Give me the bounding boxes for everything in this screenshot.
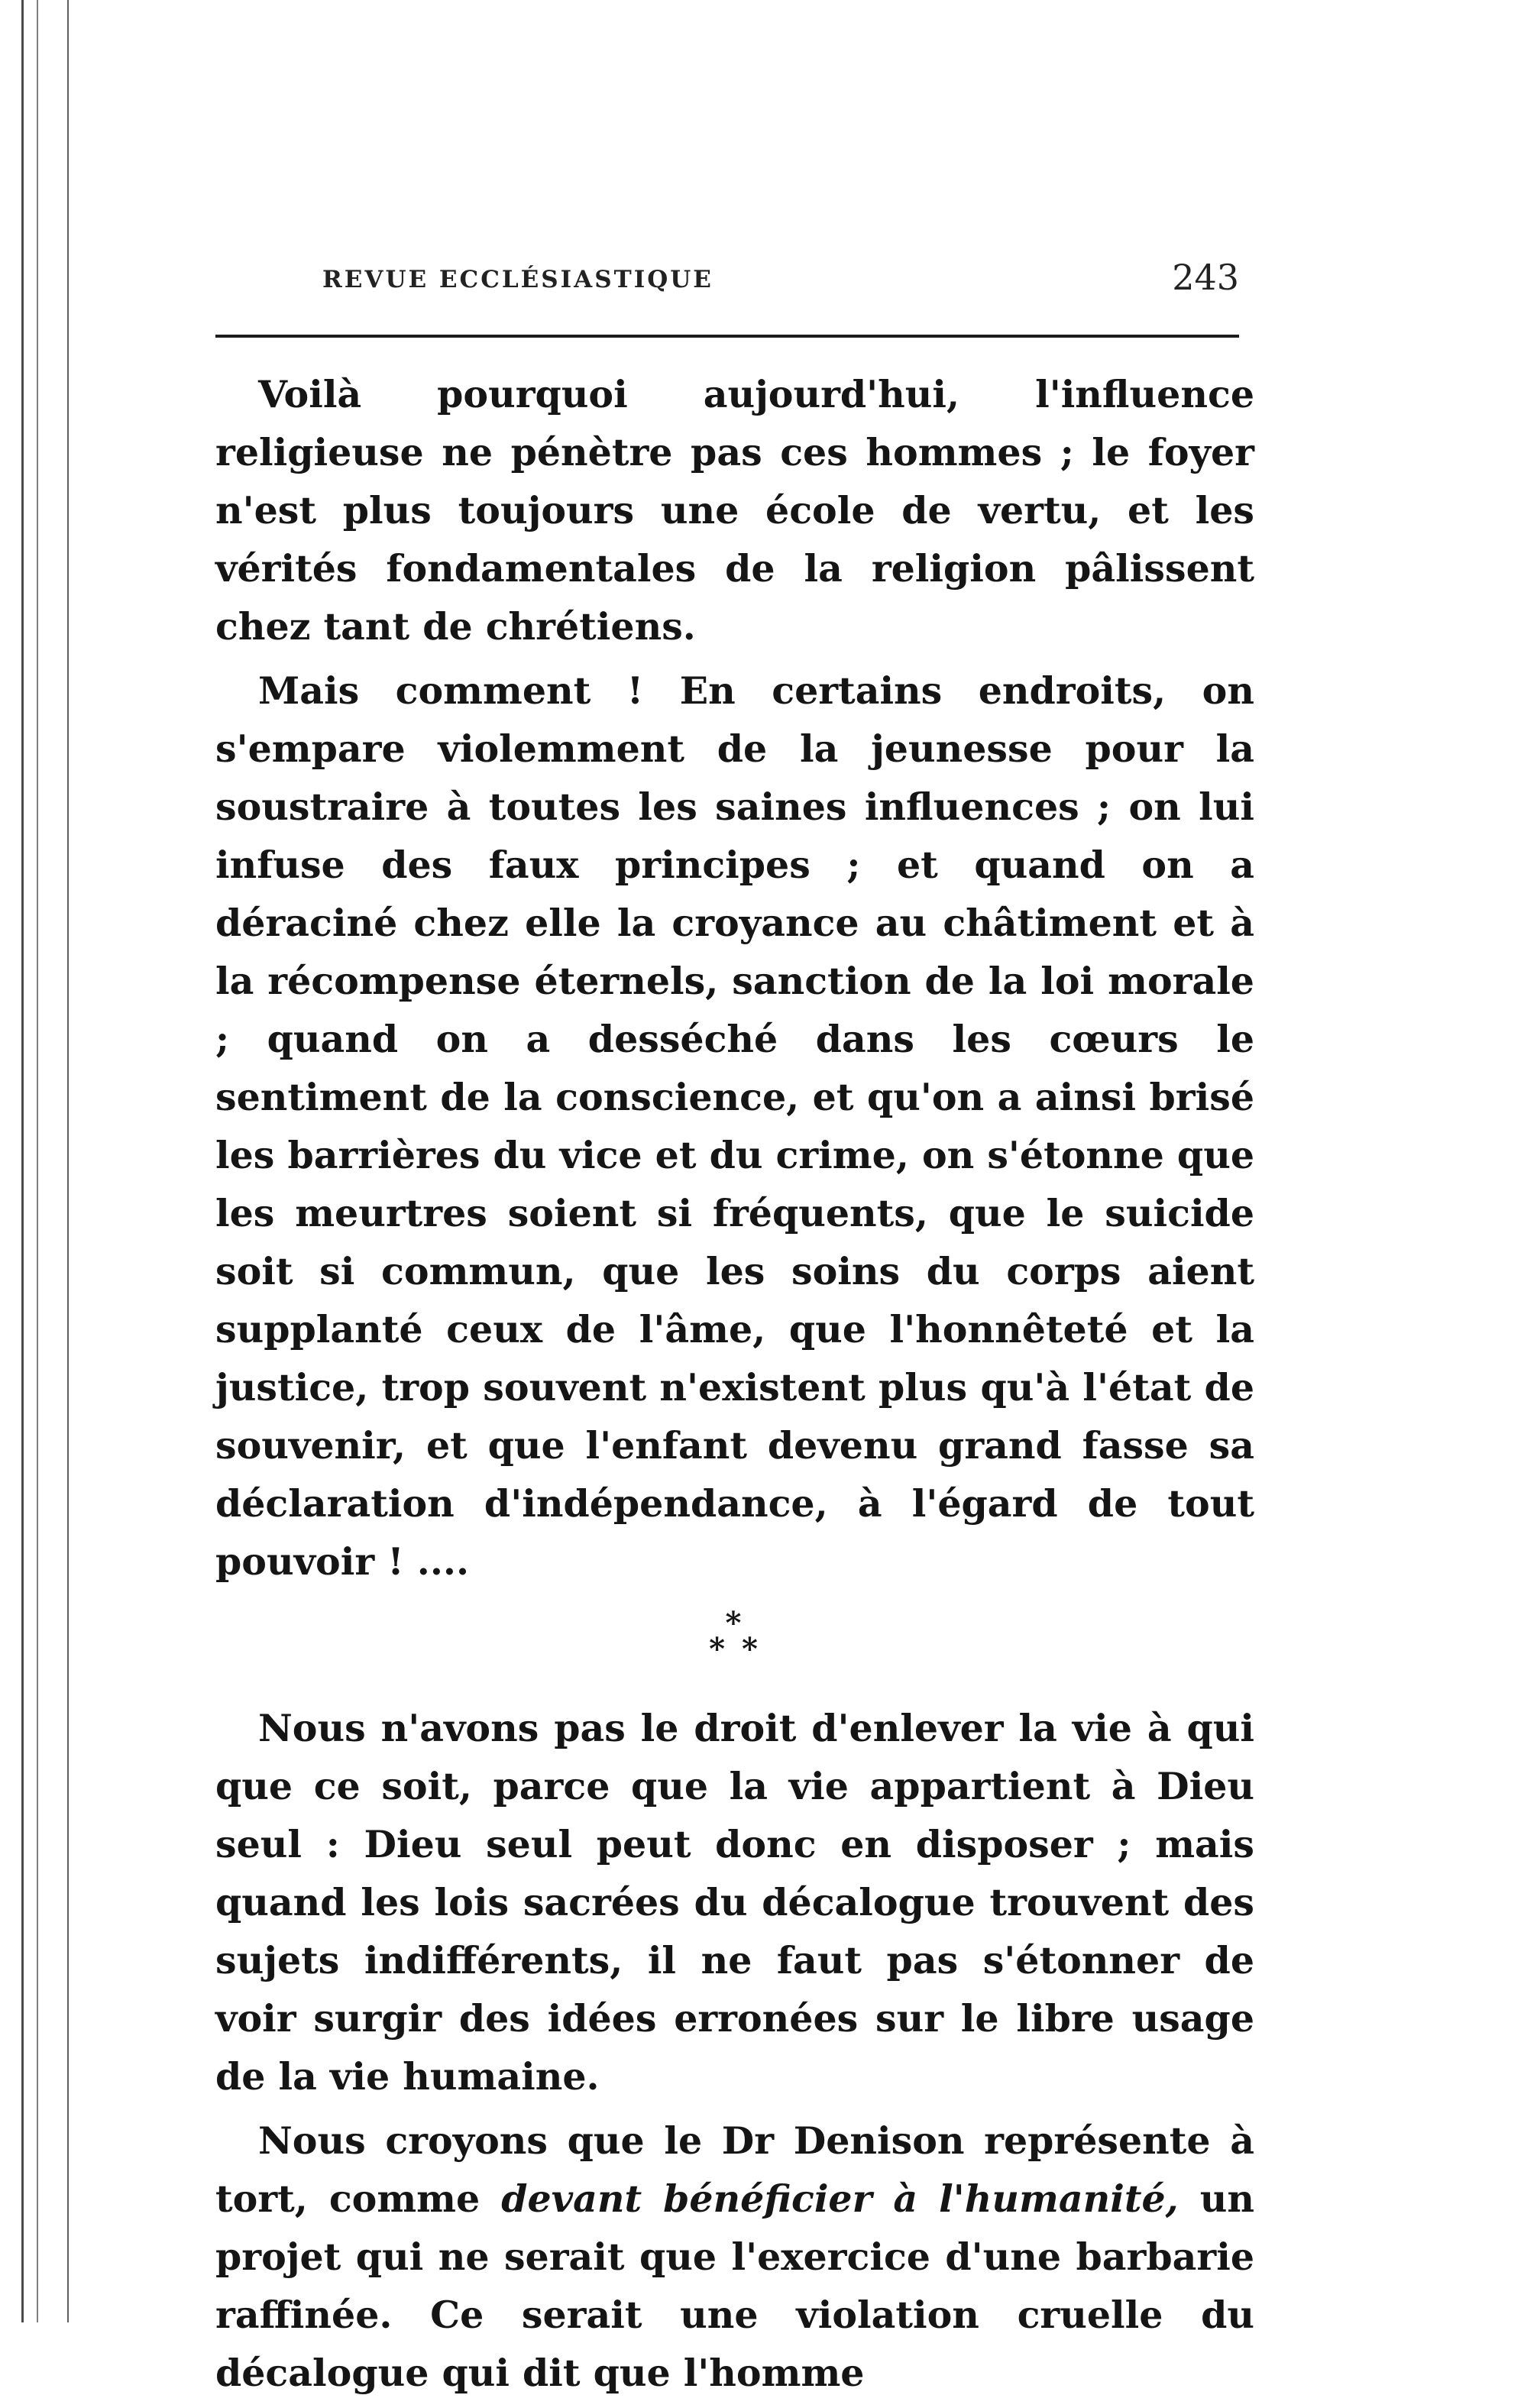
body-text bbox=[215, 365, 1254, 2408]
section-break-asterism bbox=[215, 1605, 1254, 1668]
asterism-bottom-stars: * * bbox=[709, 1631, 761, 1667]
paragraph-2: Mais comment ! En certains endroits, on s'empare violemment de la jeunesse pour la soustraire à toutes les saines influences ; on lui infuse des faux principes ; et quand on a déraciné chez elle la croyance au châtiment et à la récompense éternels, sanction de la loi morale ; quand on a desséché dans les cœurs le sentiment de la conscience, et qu'on a ainsi brisé les barrières du vice et du crime, on s'étonne que les meurtres soient si fréquents, que le suicide soit si commun, que les soins du corps aient supplanté ceux de l'âme, que l'honnêteté et la justice, trop souvent n'existent plus qu'à l'état de souvenir, et que l'enfant devenu grand fasse sa déclaration d'indépendance, à l'égard de tout pouvoir ! .... bbox=[215, 668, 1254, 1584]
paragraph-4-end: un projet qui ne serait que l'exercice d'une barbarie raffinée. Ce serait une violation cruelle du décalogue qui dit que l'homme bbox=[215, 2177, 1254, 2395]
page-number: 243 bbox=[1172, 257, 1239, 298]
page-header bbox=[215, 252, 1239, 313]
paragraph-3: Nous n'avons pas le droit d'enlever la vie à qui que ce soit, parce que la vie appartient à Dieu seul : Dieu seul peut donc en disposer ; mais quand les lois sacrées du décalogue trouvent des sujets indifférents, il ne faut pas s'étonner de voir surgir des idées erronées sur le libre usage de la vie humaine. bbox=[215, 1706, 1254, 2099]
paragraph-4-italic: devant bénéficier à l'humanité, bbox=[501, 2177, 1179, 2221]
asterism-top-star: * bbox=[725, 1605, 745, 1641]
paragraph-4-start: Nous croyons que le Dr Denison représente à tort, comme bbox=[215, 2118, 1254, 2221]
paragraph-4 bbox=[215, 2112, 1254, 2402]
header-rule bbox=[215, 335, 1239, 338]
binding-edge-line bbox=[37, 0, 38, 2322]
binding-edge-line bbox=[67, 0, 69, 2322]
binding-edge-line bbox=[21, 0, 24, 2322]
running-title: REVUE ECCLÉSIASTIQUE bbox=[322, 266, 713, 293]
paragraph-1: Voilà pourquoi aujourd'hui, l'influence religieuse ne pénètre pas ces hommes ; le foyer n'est plus toujours une école de vertu, et les vérités fondamentales de la religion pâlissent chez tant de chrétiens. bbox=[215, 372, 1254, 649]
